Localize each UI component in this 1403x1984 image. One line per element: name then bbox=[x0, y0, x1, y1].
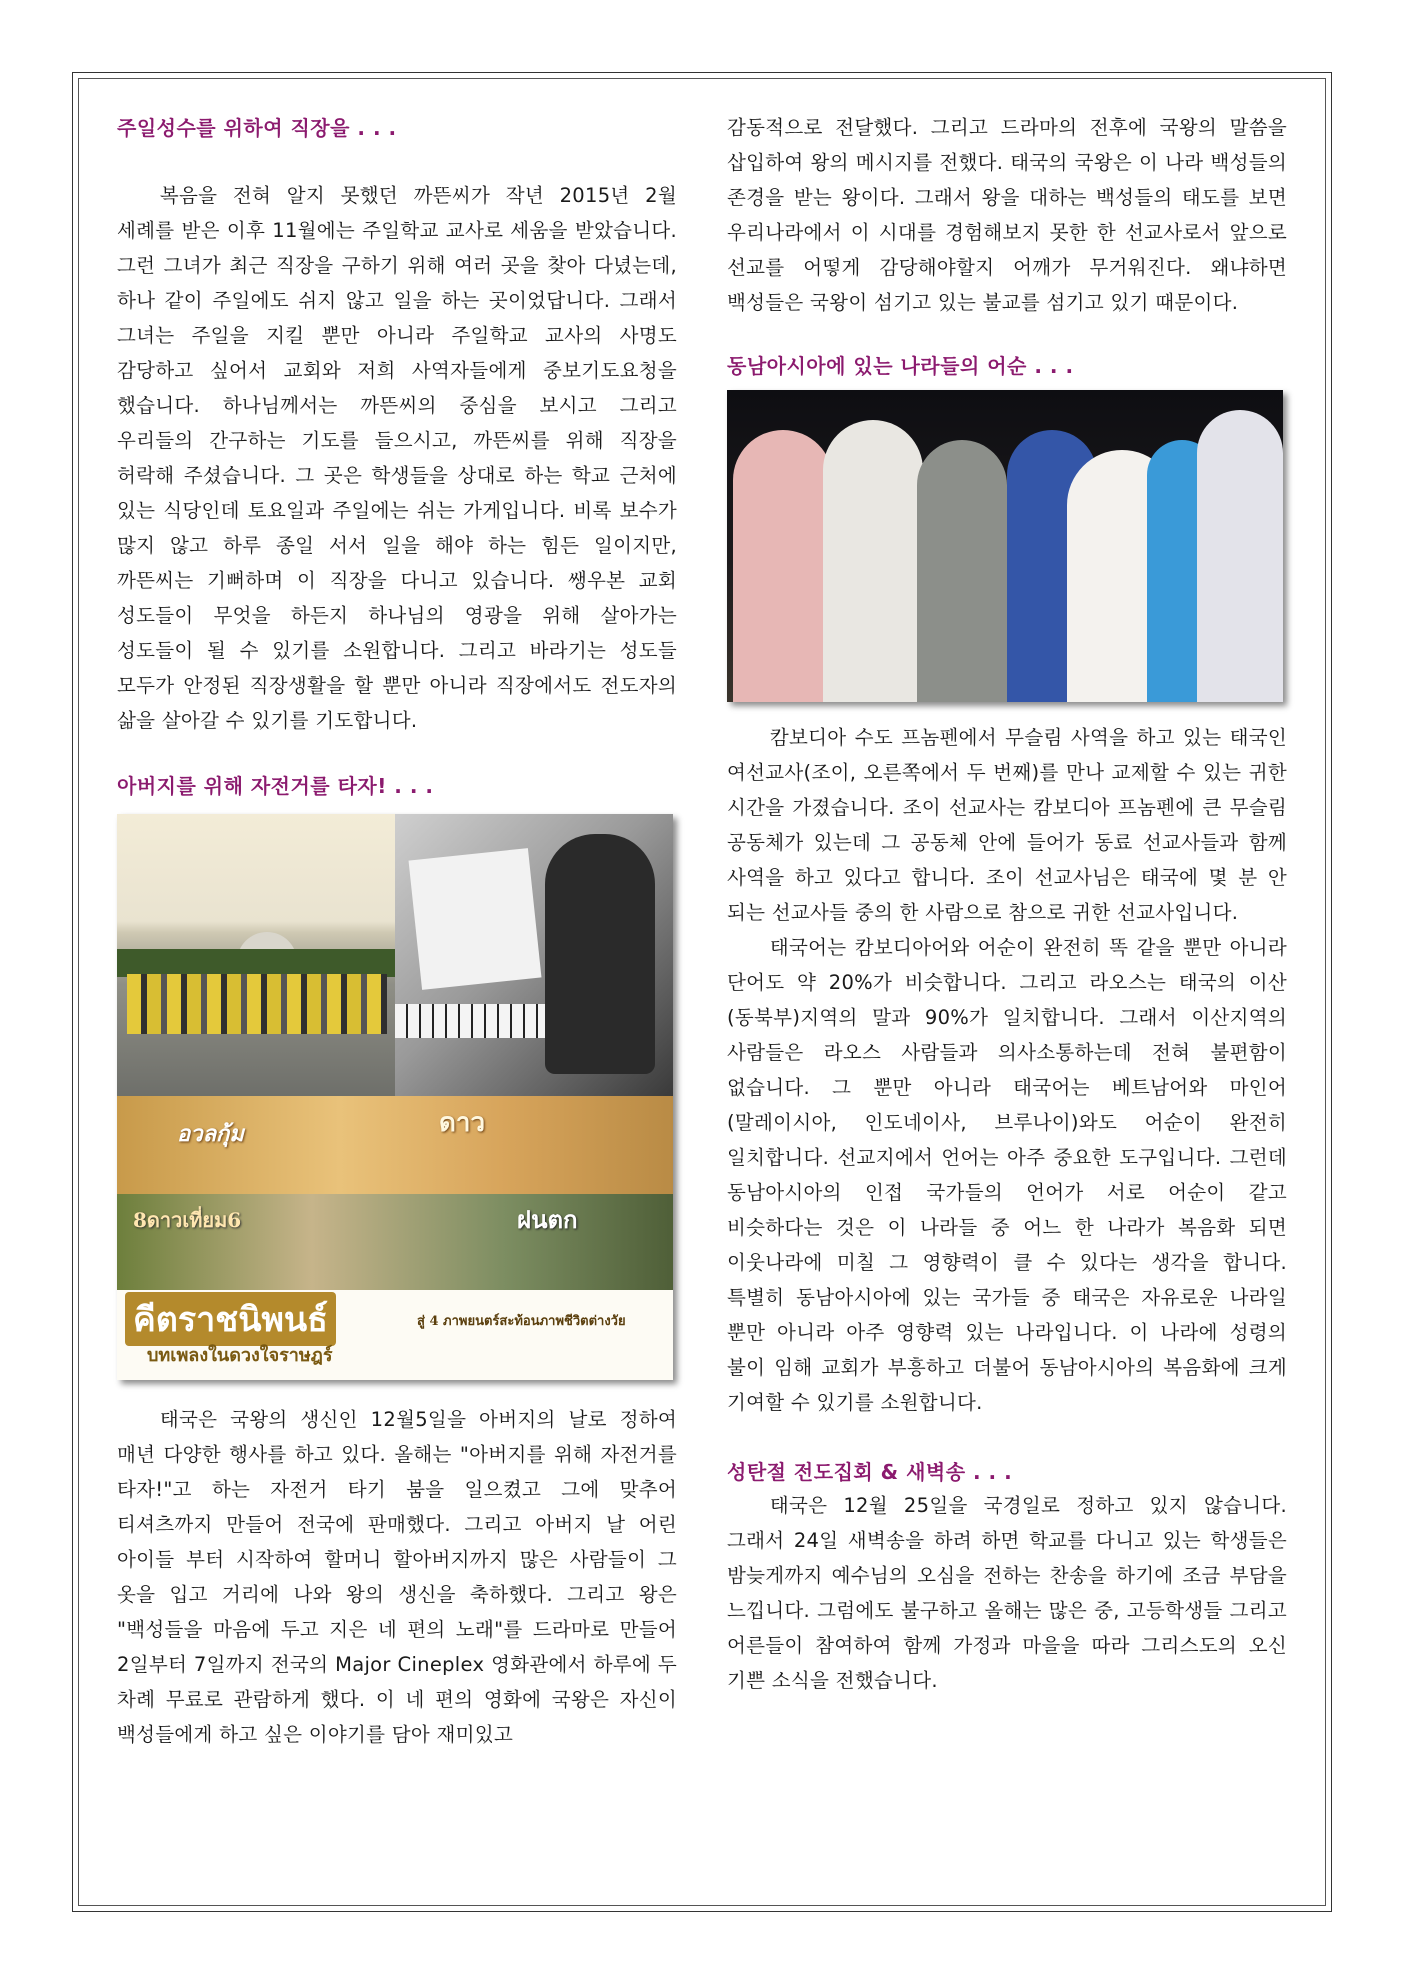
riders-shape bbox=[127, 974, 387, 1034]
left-column bbox=[117, 108, 677, 1752]
person-7-shape bbox=[1197, 410, 1283, 702]
right-column bbox=[727, 110, 1287, 1698]
king-figure-shape bbox=[545, 834, 655, 1074]
paragraph-fathers-day: 태국은 국왕의 생신인 12월5일을 아버지의 날로 정하여 매년 다양한 행사를 하고 있다. 올해는 "아버지를 위해 자전거를 타자!"고 하는 자전거 타기 붐을 일으켰고 그에 맞추어 티셔츠까지 만들어 전국에 판매했다. 그리고 아버지 날 어린 아이들 부터 시작하여 할머니 할아버지까지 많은 사람들이 그 옷을 입고 거리에 나와 왕의 생신을 축하했다. 그리고 왕은 "백성들을 마음에 두고 지은 네 편의 노래"를 드라마로 만들어 2일부터 7일까지 전국의 Major Cineplex 영화관에서 하루에 두 차례 무료로 관람하게 했다. 이 네 편의 영화에 국왕은 자신이 백성들에게 하고 싶은 이야기를 담아 재미있고 bbox=[117, 1408, 677, 1746]
film-title-2: ดาว bbox=[439, 1108, 486, 1138]
film-banner-row-1 bbox=[117, 1096, 673, 1194]
paragraph-joy-missionary: 캄보디아 수도 프놈펜에서 무슬림 사역을 하고 있는 태국인 여선교사(조이, 오른쪽에서 두 번째)를 만나 교제할 수 있는 귀한 시간을 가졌습니다. 조이 선교사는 캄보디아 프놈펜에 큰 무슬림 공동체가 있는데 그 공동체 안에 들어가 동료 선교사들과 함께 사역을 하고 있다고 합니다. 조이 선교사님은 태국에 몇 분 안 되는 선교사들 중의 한 사람으로 참으로 귀한 선교사입니다. bbox=[727, 726, 1287, 924]
cyclists-photo bbox=[117, 814, 395, 1096]
person-1-shape bbox=[733, 430, 833, 702]
poster-info-line: สู่ 4 ภาพยนตร์สะท้อนภาพชีวิตต่างวัย bbox=[417, 1314, 626, 1329]
paragraph-language-word-order: 태국어는 캄보디아어와 어순이 완전히 똑 같을 뿐만 아니라 단어도 약 20%가 비슷합니다. 그리고 라오스는 태국의 이산(동북부)지역의 말과 90%가 일치합니다. 그래서 이산지역의 사람들은 라오스 사람들과 의사소통하는데 전혀 불편함이 없습니다. 그 뿐만 아니라 태국어는 베트남어와 마인어(말레이시아, 인도네이사, 브루나이)와도 어순이 완전히 일치합니다. 선교지에서 언어는 아주 중요한 도구입니다. 그런데 동남아시아의 인접 국가들의 언어가 서로 어순이 같고 비슷하다는 것은 이 나라들 중 어느 한 나라가 복음화 되면 이웃나라에 미칠 그 영향력이 클 수 있다는 생각을 합니다. 특별히 동남아시아에 있는 국가들 중 태국은 자유로운 나라일 뿐만 아니라 아주 영향력 있는 나라입니다. 이 나라에 성령의 불이 임해 교회가 부흥하고 더불어 동남아시아의 복음화에 크게 기여할 수 있기를 소원합니다. bbox=[727, 936, 1287, 1414]
film-title-1: อวลกุ้ม bbox=[177, 1121, 244, 1147]
trees-shape bbox=[117, 949, 395, 977]
paragraph-christmas: 태국은 12월 25일을 국경일로 정하고 있지 않습니다. 그래서 24일 새벽송을 하려 하면 학교를 다니고 있는 학생들은 밤늦게까지 예수님의 오심을 전하는 찬송을 하기에 조금 부담을 느낍니다. 그럼에도 불구하고 올해는 많은 중, 고등학생들 그리고 어른들이 참여하여 함께 가정과 마을을 따라 그리스도의 오신 기쁜 소식을 전했습니다. bbox=[727, 1494, 1287, 1692]
missionaries-group-photo bbox=[727, 390, 1283, 702]
person-2-shape bbox=[823, 420, 923, 702]
film-banner-row-2 bbox=[117, 1194, 673, 1290]
kings-day-poster-photo bbox=[117, 814, 673, 1380]
sheet-music-shape bbox=[409, 848, 542, 990]
person-3-shape bbox=[917, 440, 1007, 702]
poster-title-band bbox=[117, 1290, 673, 1380]
poster-title-thai: คีตราชนิพนธ์ bbox=[125, 1292, 336, 1346]
section-heading-sunday: 주일성수를 위하여 직장을 . . . bbox=[117, 116, 397, 140]
film-title-3: 8ดาวเที่ยม6 bbox=[133, 1208, 242, 1232]
film-title-4: ฝนตก bbox=[517, 1205, 578, 1234]
section-heading-word-order: 동남아시아에 있는 나라들의 어순 . . . bbox=[727, 354, 1074, 378]
section-heading-bike: 아버지를 위해 자전거를 타자! . . . bbox=[117, 774, 434, 798]
paragraph-fathers-day-continued: 감동적으로 전달했다. 그리고 드라마의 전후에 국왕의 말씀을 삽입하여 왕의 메시지를 전했다. 태국의 국왕은 이 나라 백성들의 존경을 받는 왕이다. 그래서 왕을 대하는 백성들의 태도를 보면 우리나라에서 이 시대를 경험해보지 못한 한 선교사로서 앞으로 선교를 어떻게 감당해야할지 어깨가 무거워진다. 왜냐하면 백성들은 국왕이 섬기고 있는 불교를 섬기고 있기 때문이다. bbox=[727, 116, 1287, 314]
poster-subtitle-thai: บทเพลงในดวงใจราษฎร์ bbox=[147, 1345, 333, 1366]
paragraph-sunday: 복음을 전혀 알지 못했던 까뜬씨가 작년 2015년 2월 세례를 받은 이후 11월에는 주일학교 교사로 세움을 받았습니다. 그런 그녀가 최근 직장을 구하기 위해 여러 곳을 찾아 다녔는데, 하나 같이 주일에도 쉬지 않고 일을 하는 곳이었답니다. 그래서 그녀는 주일을 지킬 뿐만 아니라 주일학교 교사의 사명도 감당하고 싶어서 교회와 저희 사역자들에게 중보기도요청을 했습니다. 하나님께서는 까뜬씨의 중심을 보시고 그리고 우리들의 간구하는 기도를 들으시고, 까뜬씨를 위해 직장을 허락해 주셨습니다. 그 곳은 학생들을 상대로 하는 학교 근처에 있는 식당인데 토요일과 주일에는 쉬는 가게입니다. 비록 보수가 많지 않고 하루 종일 서서 일을 해야 하는 힘든 일이지만, 까뜬씨는 기뻐하며 이 직장을 다니고 있습니다. 쌩우본 교회 성도들이 무엇을 하든지 하나님의 영광을 위해 살아가는 성도들이 될 수 있기를 소원합니다. 그리고 바라기는 성도들 모두가 안정된 직장생활을 할 뿐만 아니라 직장에서도 전도자의 삶을 살아갈 수 있기를 기도합니다. bbox=[117, 184, 677, 732]
king-at-piano-photo bbox=[395, 814, 673, 1096]
section-heading-christmas: 성탄절 전도집회 & 새벽송 . . . bbox=[727, 1460, 1013, 1484]
